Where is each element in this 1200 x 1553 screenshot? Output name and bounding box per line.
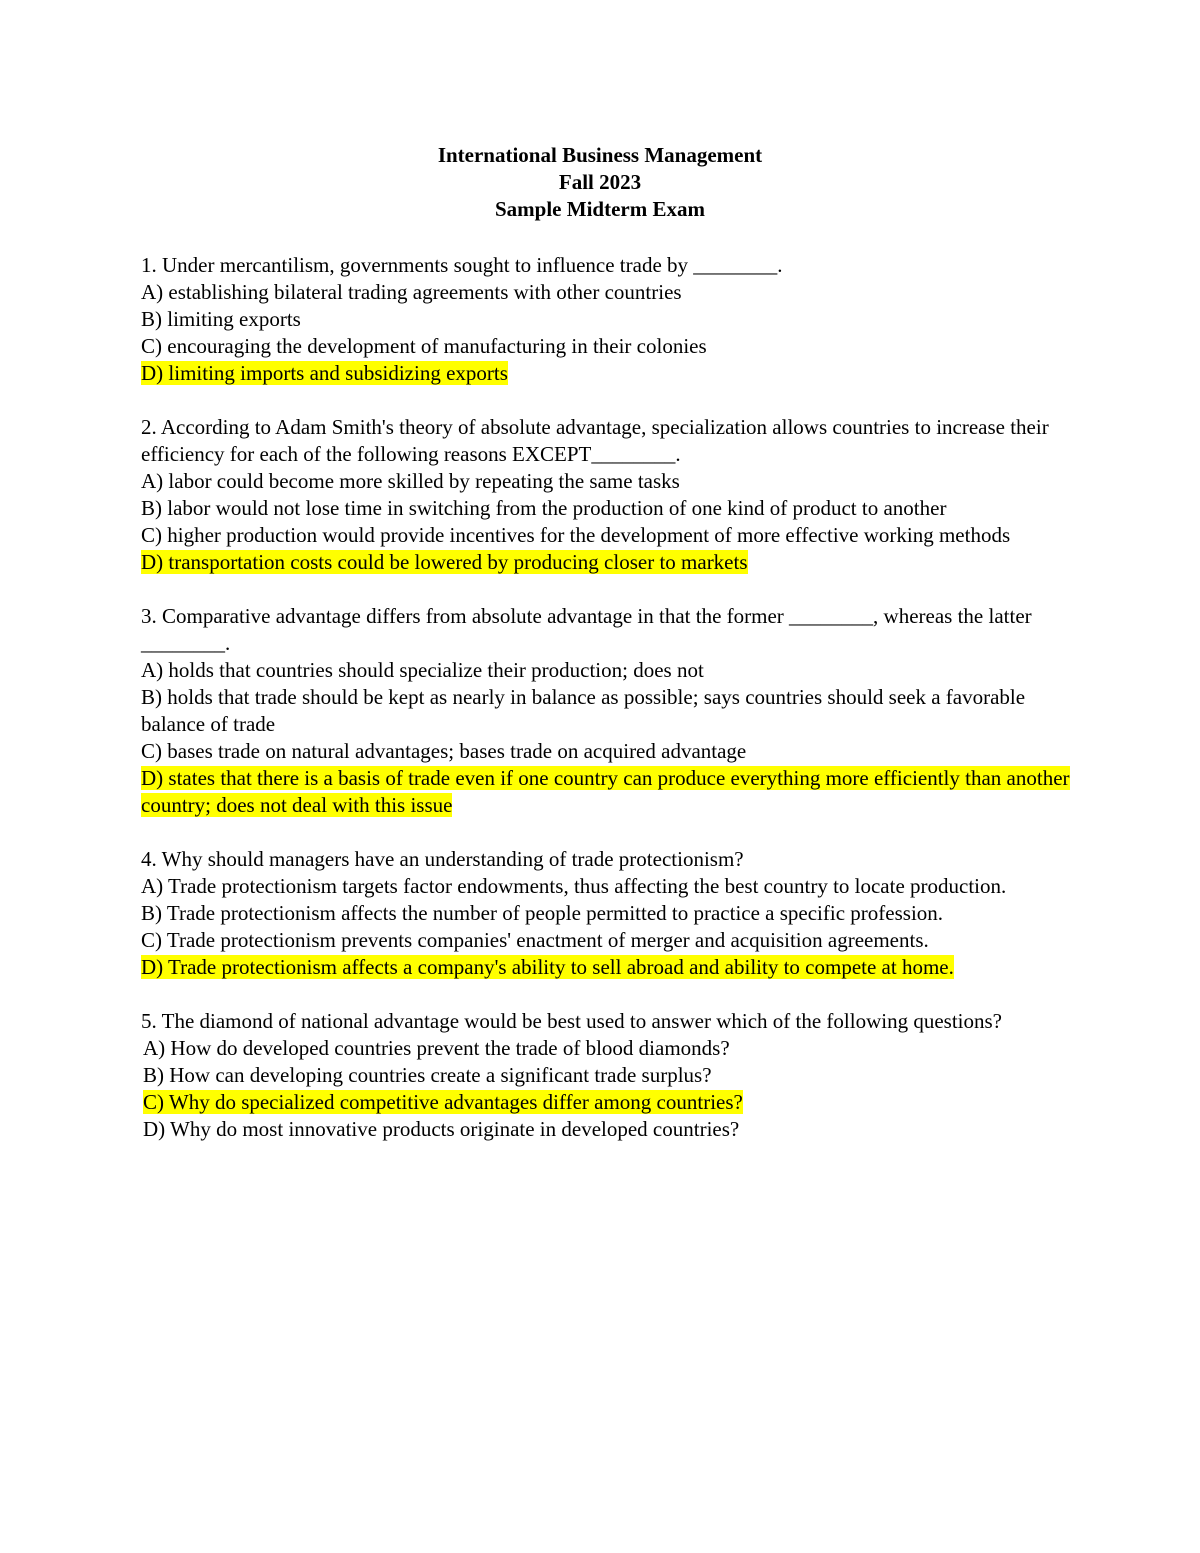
question-5	[141, 1008, 1071, 1143]
answer-option	[141, 873, 1071, 900]
highlighted-answer: D) Trade protectionism affects a company's ability to sell abroad and ability to compete at home.	[141, 955, 954, 979]
option-text: B) Trade protectionism affects the number of people permitted to practice a specific profession.	[141, 901, 944, 925]
question-stem: 5. The diamond of national advantage would be best used to answer which of the following questions?	[141, 1009, 1002, 1033]
option-text: B) How can developing countries create a significant trade surplus?	[143, 1063, 712, 1087]
exam-header	[0, 142, 1200, 223]
answer-option	[141, 900, 1071, 927]
answer-option	[141, 657, 1071, 684]
answer-option	[141, 1062, 1071, 1089]
highlighted-answer: C) Why do specialized competitive advantages differ among countries?	[143, 1090, 743, 1114]
question-1	[141, 252, 1071, 387]
option-text: A) Trade protectionism targets factor endowments, thus affecting the best country to locate production.	[141, 874, 1007, 898]
option-text: A) labor could become more skilled by repeating the same tasks	[141, 469, 680, 493]
answer-option	[141, 468, 1071, 495]
option-text: B) labor would not lose time in switching from the production of one kind of product to another	[141, 496, 947, 520]
option-text: B) limiting exports	[141, 307, 301, 331]
question-stem: 4. Why should managers have an understanding of trade protectionism?	[141, 847, 744, 871]
question-4	[141, 846, 1071, 981]
option-text: A) holds that countries should specialize their production; does not	[141, 658, 704, 682]
option-text: C) higher production would provide incentives for the development of more effective working methods	[141, 523, 1011, 547]
correct-answer-option	[141, 1089, 1071, 1116]
correct-answer-option	[141, 954, 1071, 981]
option-text: A) How do developed countries prevent the trade of blood diamonds?	[143, 1036, 730, 1060]
correct-answer-option	[141, 360, 1071, 387]
exam-title: Sample Midterm Exam	[495, 197, 705, 221]
question-list	[141, 252, 1071, 1170]
answer-option	[141, 927, 1071, 954]
course-title: International Business Management	[437, 143, 763, 167]
highlighted-answer: D) transportation costs could be lowered by producing closer to markets	[141, 550, 748, 574]
answer-option	[141, 1116, 1071, 1143]
highlighted-answer: D) states that there is a basis of trade even if one country can produce everything more efficiently than another country; does not deal with this issue	[141, 766, 1070, 817]
answer-option	[141, 522, 1071, 549]
option-text: C) Trade protectionism prevents companies' enactment of merger and acquisition agreements.	[141, 928, 929, 952]
question-3	[141, 603, 1071, 819]
highlighted-answer: D) limiting imports and subsidizing exports	[141, 361, 508, 385]
question-stem: 2. According to Adam Smith's theory of absolute advantage, specialization allows countries to increase their efficiency for each of the following reasons EXCEPT________.	[141, 415, 1049, 466]
answer-option	[141, 495, 1071, 522]
question-stem: 3. Comparative advantage differs from absolute advantage in that the former ________, whereas the latter ________.	[141, 604, 1032, 655]
answer-option	[141, 279, 1071, 306]
correct-answer-option	[141, 549, 1071, 576]
term-label: Fall 2023	[558, 170, 642, 194]
option-text: C) bases trade on natural advantages; bases trade on acquired advantage	[141, 739, 747, 763]
question-2	[141, 414, 1071, 576]
answer-option	[141, 684, 1071, 738]
question-stem: 1. Under mercantilism, governments sought to influence trade by ________.	[141, 253, 783, 277]
answer-option	[141, 306, 1071, 333]
answer-option	[141, 333, 1071, 360]
option-text: B) holds that trade should be kept as nearly in balance as possible; says countries should seek a favorable balance of trade	[141, 685, 1026, 736]
option-text: C) encouraging the development of manufacturing in their colonies	[141, 334, 707, 358]
option-text: A) establishing bilateral trading agreements with other countries	[141, 280, 682, 304]
correct-answer-option	[141, 765, 1071, 819]
answer-option	[141, 738, 1071, 765]
answer-option	[141, 1035, 1071, 1062]
option-text: D) Why do most innovative products originate in developed countries?	[143, 1117, 740, 1141]
